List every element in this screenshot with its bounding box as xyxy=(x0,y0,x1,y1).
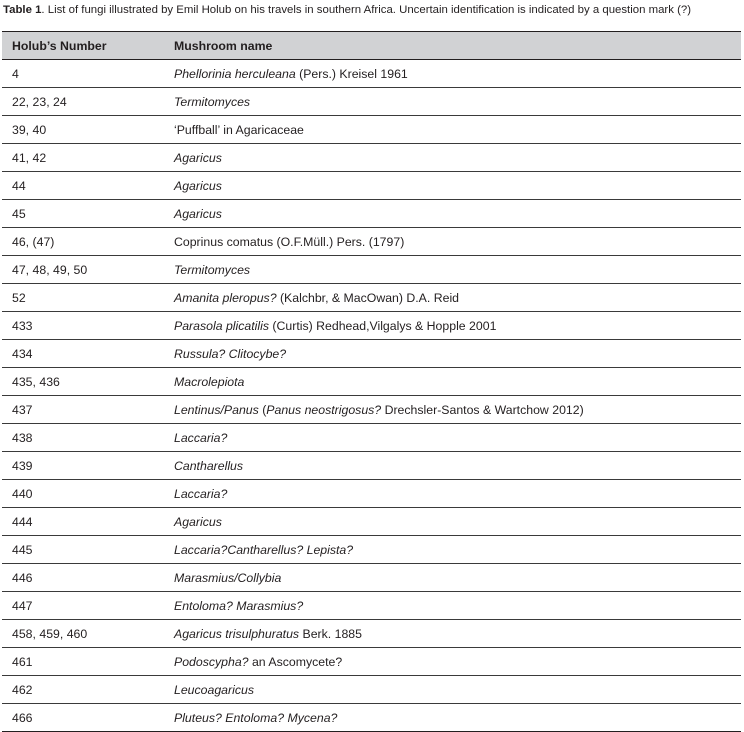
mushroom-name-cell xyxy=(164,536,741,564)
mushroom-name-cell xyxy=(164,228,741,256)
holub-number-cell: 45 xyxy=(2,200,164,228)
table-row xyxy=(2,536,741,564)
mushroom-name-cell xyxy=(164,340,741,368)
name-text: an Ascomycete? xyxy=(248,654,343,669)
holub-number-cell: 444 xyxy=(2,508,164,536)
table-row xyxy=(2,620,741,648)
holub-number-cell: 462 xyxy=(2,676,164,704)
holub-number-cell: 47, 48, 49, 50 xyxy=(2,256,164,284)
taxon-name: Panus neostrigosus? xyxy=(266,402,382,417)
taxon-name: Laccaria?Cantharellus? Lepista? xyxy=(174,542,354,557)
holub-number-cell: 52 xyxy=(2,284,164,312)
name-text: Berk. 1885 xyxy=(299,626,362,641)
table-row xyxy=(2,480,741,508)
holub-number-cell: 466 xyxy=(2,704,164,732)
holub-number-cell: 44 xyxy=(2,172,164,200)
taxon-name: Cantharellus xyxy=(174,458,244,473)
taxon-name: Marasmius/Collybia xyxy=(174,570,282,585)
mushroom-name-cell xyxy=(164,116,741,144)
mushroom-name-cell xyxy=(164,452,741,480)
table-row xyxy=(2,88,741,116)
column-header-name: Mushroom name xyxy=(164,32,741,60)
name-text: (Pers.) Kreisel 1961 xyxy=(295,66,408,81)
taxon-name: Macrolepiota xyxy=(174,374,245,389)
mushroom-name-cell xyxy=(164,620,741,648)
holub-number-cell: 4 xyxy=(2,60,164,88)
holub-number-cell: 447 xyxy=(2,592,164,620)
table-row xyxy=(2,676,741,704)
mushroom-name-cell xyxy=(164,704,741,732)
holub-number-cell: 22, 23, 24 xyxy=(2,88,164,116)
name-text: Coprinus comatus (O.F.Müll.) Pers. (1797) xyxy=(174,234,405,249)
taxon-name: Amanita pleropus? xyxy=(174,290,277,305)
mushroom-name-cell xyxy=(164,424,741,452)
table-row xyxy=(2,200,741,228)
taxon-name: Russula? Clitocybe? xyxy=(174,346,287,361)
table-body xyxy=(2,60,741,732)
table-row xyxy=(2,116,741,144)
holub-number-cell: 435, 436 xyxy=(2,368,164,396)
caption-label: Table 1 xyxy=(3,4,42,16)
holub-number-cell: 433 xyxy=(2,312,164,340)
table-row xyxy=(2,60,741,88)
holub-number-cell: 438 xyxy=(2,424,164,452)
taxon-name: Termitomyces xyxy=(174,262,251,277)
table-row xyxy=(2,396,741,424)
table-row xyxy=(2,368,741,396)
table-header xyxy=(2,32,741,60)
mushroom-name-cell xyxy=(164,144,741,172)
mushroom-name-cell xyxy=(164,312,741,340)
mushroom-name-cell xyxy=(164,648,741,676)
name-text: (Curtis) Redhead,Vilgalys & Hopple 2001 xyxy=(269,318,497,333)
name-text: ‘Puffball’ in Agaricaceae xyxy=(174,122,304,137)
table-row xyxy=(2,256,741,284)
name-text: Drechsler-Santos & Wartchow 2012) xyxy=(381,402,584,417)
taxon-name: Pluteus? Entoloma? Mycena? xyxy=(174,710,338,725)
header-row xyxy=(2,32,741,60)
mushroom-name-cell xyxy=(164,88,741,116)
mushroom-name-cell xyxy=(164,564,741,592)
table-caption xyxy=(3,2,741,18)
table-row xyxy=(2,340,741,368)
name-text: ( xyxy=(258,402,267,417)
taxon-name: Laccaria? xyxy=(174,486,228,501)
mushroom-name-cell xyxy=(164,368,741,396)
taxon-name: Podoscypha? xyxy=(174,654,249,669)
table-row xyxy=(2,172,741,200)
holub-number-cell: 39, 40 xyxy=(2,116,164,144)
mushroom-name-cell xyxy=(164,480,741,508)
taxon-name: Agaricus xyxy=(174,206,222,221)
taxon-name: Termitomyces xyxy=(174,94,251,109)
taxon-name: Agaricus xyxy=(174,150,222,165)
caption-text: . List of fungi illustrated by Emil Holub on his travels in southern Africa. Uncertain identification is indicated by a question mark (?) xyxy=(41,4,691,16)
holub-number-cell: 445 xyxy=(2,536,164,564)
holub-number-cell: 440 xyxy=(2,480,164,508)
holub-number-cell: 446 xyxy=(2,564,164,592)
mushroom-name-cell xyxy=(164,256,741,284)
table-row xyxy=(2,592,741,620)
mushroom-name-cell xyxy=(164,508,741,536)
table-row xyxy=(2,424,741,452)
taxon-name: Entoloma? Marasmius? xyxy=(174,598,304,613)
table-row xyxy=(2,144,741,172)
table-row xyxy=(2,284,741,312)
taxon-name: Agaricus trisulphuratus xyxy=(174,626,300,641)
holub-number-cell: 46, (47) xyxy=(2,228,164,256)
taxon-name: Laccaria? xyxy=(174,430,228,445)
taxon-name: Leucoagaricus xyxy=(174,682,254,697)
taxon-name: Lentinus/Panus xyxy=(174,402,259,417)
mushroom-name-cell xyxy=(164,676,741,704)
holub-number-cell: 434 xyxy=(2,340,164,368)
taxon-name: Parasola plicatilis xyxy=(174,318,270,333)
name-text: (Kalchbr, & MacOwan) D.A. Reid xyxy=(276,290,460,305)
holub-number-cell: 458, 459, 460 xyxy=(2,620,164,648)
table-row xyxy=(2,704,741,732)
holub-number-cell: 461 xyxy=(2,648,164,676)
table-row xyxy=(2,508,741,536)
mushroom-name-cell xyxy=(164,396,741,424)
table-row xyxy=(2,648,741,676)
taxon-name: Agaricus xyxy=(174,514,222,529)
table-row xyxy=(2,452,741,480)
holub-number-cell: 437 xyxy=(2,396,164,424)
table-row xyxy=(2,312,741,340)
holub-number-cell: 439 xyxy=(2,452,164,480)
mushroom-name-cell xyxy=(164,592,741,620)
fungi-table xyxy=(2,31,741,732)
table-row xyxy=(2,228,741,256)
holub-number-cell: 41, 42 xyxy=(2,144,164,172)
taxon-name: Agaricus xyxy=(174,178,222,193)
mushroom-name-cell xyxy=(164,60,741,88)
mushroom-name-cell xyxy=(164,172,741,200)
table-row xyxy=(2,564,741,592)
mushroom-name-cell xyxy=(164,200,741,228)
column-header-number: Holub’s Number xyxy=(2,32,164,60)
taxon-name: Phellorinia herculeana xyxy=(174,66,296,81)
mushroom-name-cell xyxy=(164,284,741,312)
